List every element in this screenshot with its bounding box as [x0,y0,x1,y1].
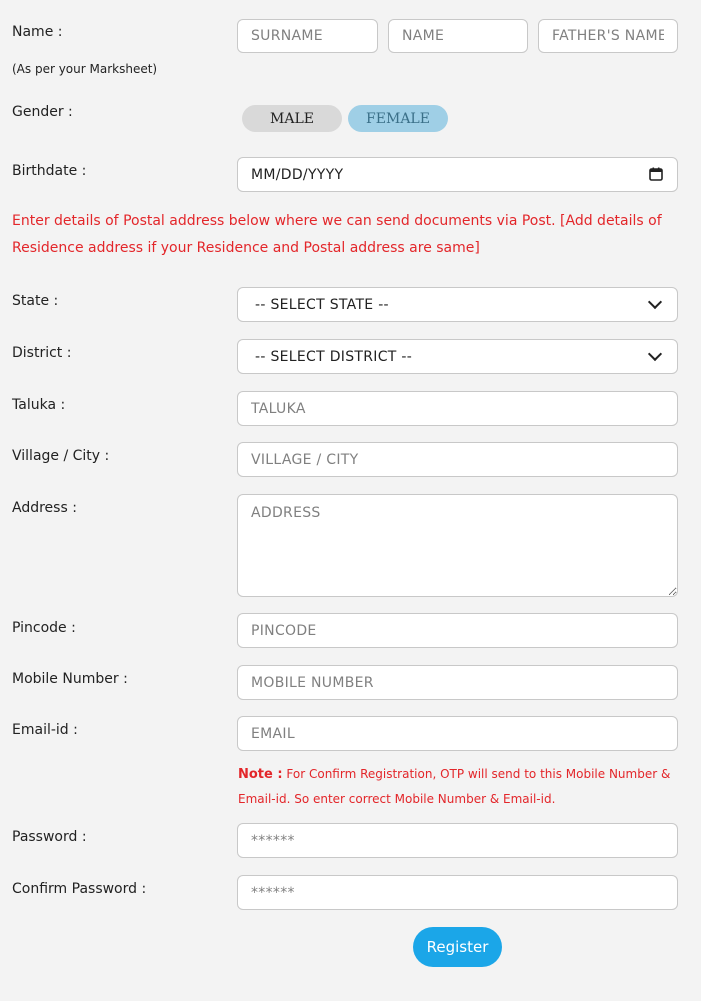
note-title: Note : [238,767,283,782]
note-text: For Confirm Registration, OTP will send to this Mobile Number & Email-id. So enter correct Mobile Number & Email-id. [238,767,671,806]
confirm-password-input[interactable] [237,875,678,910]
taluka-label: Taluka : [12,397,66,413]
state-select[interactable] [237,287,678,322]
taluka-input[interactable] [237,391,678,426]
district-select[interactable] [237,339,678,374]
confirm-password-label: Confirm Password : [12,881,147,897]
district-label: District : [12,345,72,361]
state-selected-value: -- SELECT STATE -- [255,296,389,313]
village-city-label: Village / City : [12,448,110,464]
birthdate-placeholder: MM/DD/YYYY [251,166,344,183]
pincode-input[interactable] [237,613,678,648]
name-label: Name : [12,24,63,40]
email-label: Email-id : [12,722,78,738]
name-input[interactable] [388,19,528,53]
gender-male-button[interactable]: MALE [242,105,342,132]
chevron-down-icon [648,347,662,361]
mobile-number-label: Mobile Number : [12,671,128,687]
district-selected-value: -- SELECT DISTRICT -- [255,348,413,365]
address-label: Address : [12,500,77,516]
gender-label: Gender : [12,104,73,120]
password-label: Password : [12,829,87,845]
register-button[interactable]: Register [413,927,502,967]
email-input[interactable] [237,716,678,751]
pincode-label: Pincode : [12,620,76,636]
village-city-input[interactable] [237,442,678,477]
birthdate-input[interactable] [237,157,678,192]
chevron-down-icon [648,295,662,309]
birthdate-label: Birthdate : [12,163,87,179]
password-input[interactable] [237,823,678,858]
otp-note [238,762,688,812]
state-label: State : [12,293,59,309]
address-textarea[interactable] [237,494,678,597]
calendar-icon[interactable] [649,167,663,181]
surname-input[interactable] [237,19,378,53]
postal-address-notice: Enter details of Postal address below where we can send documents via Post. [Add details of Residence address if your Residence and Postal address are same] [12,213,662,256]
gender-female-button[interactable]: FEMALE [348,105,448,132]
mobile-number-input[interactable] [237,665,678,700]
name-sublabel: (As per your Marksheet) [12,62,158,76]
fathers-name-input[interactable] [538,19,678,53]
